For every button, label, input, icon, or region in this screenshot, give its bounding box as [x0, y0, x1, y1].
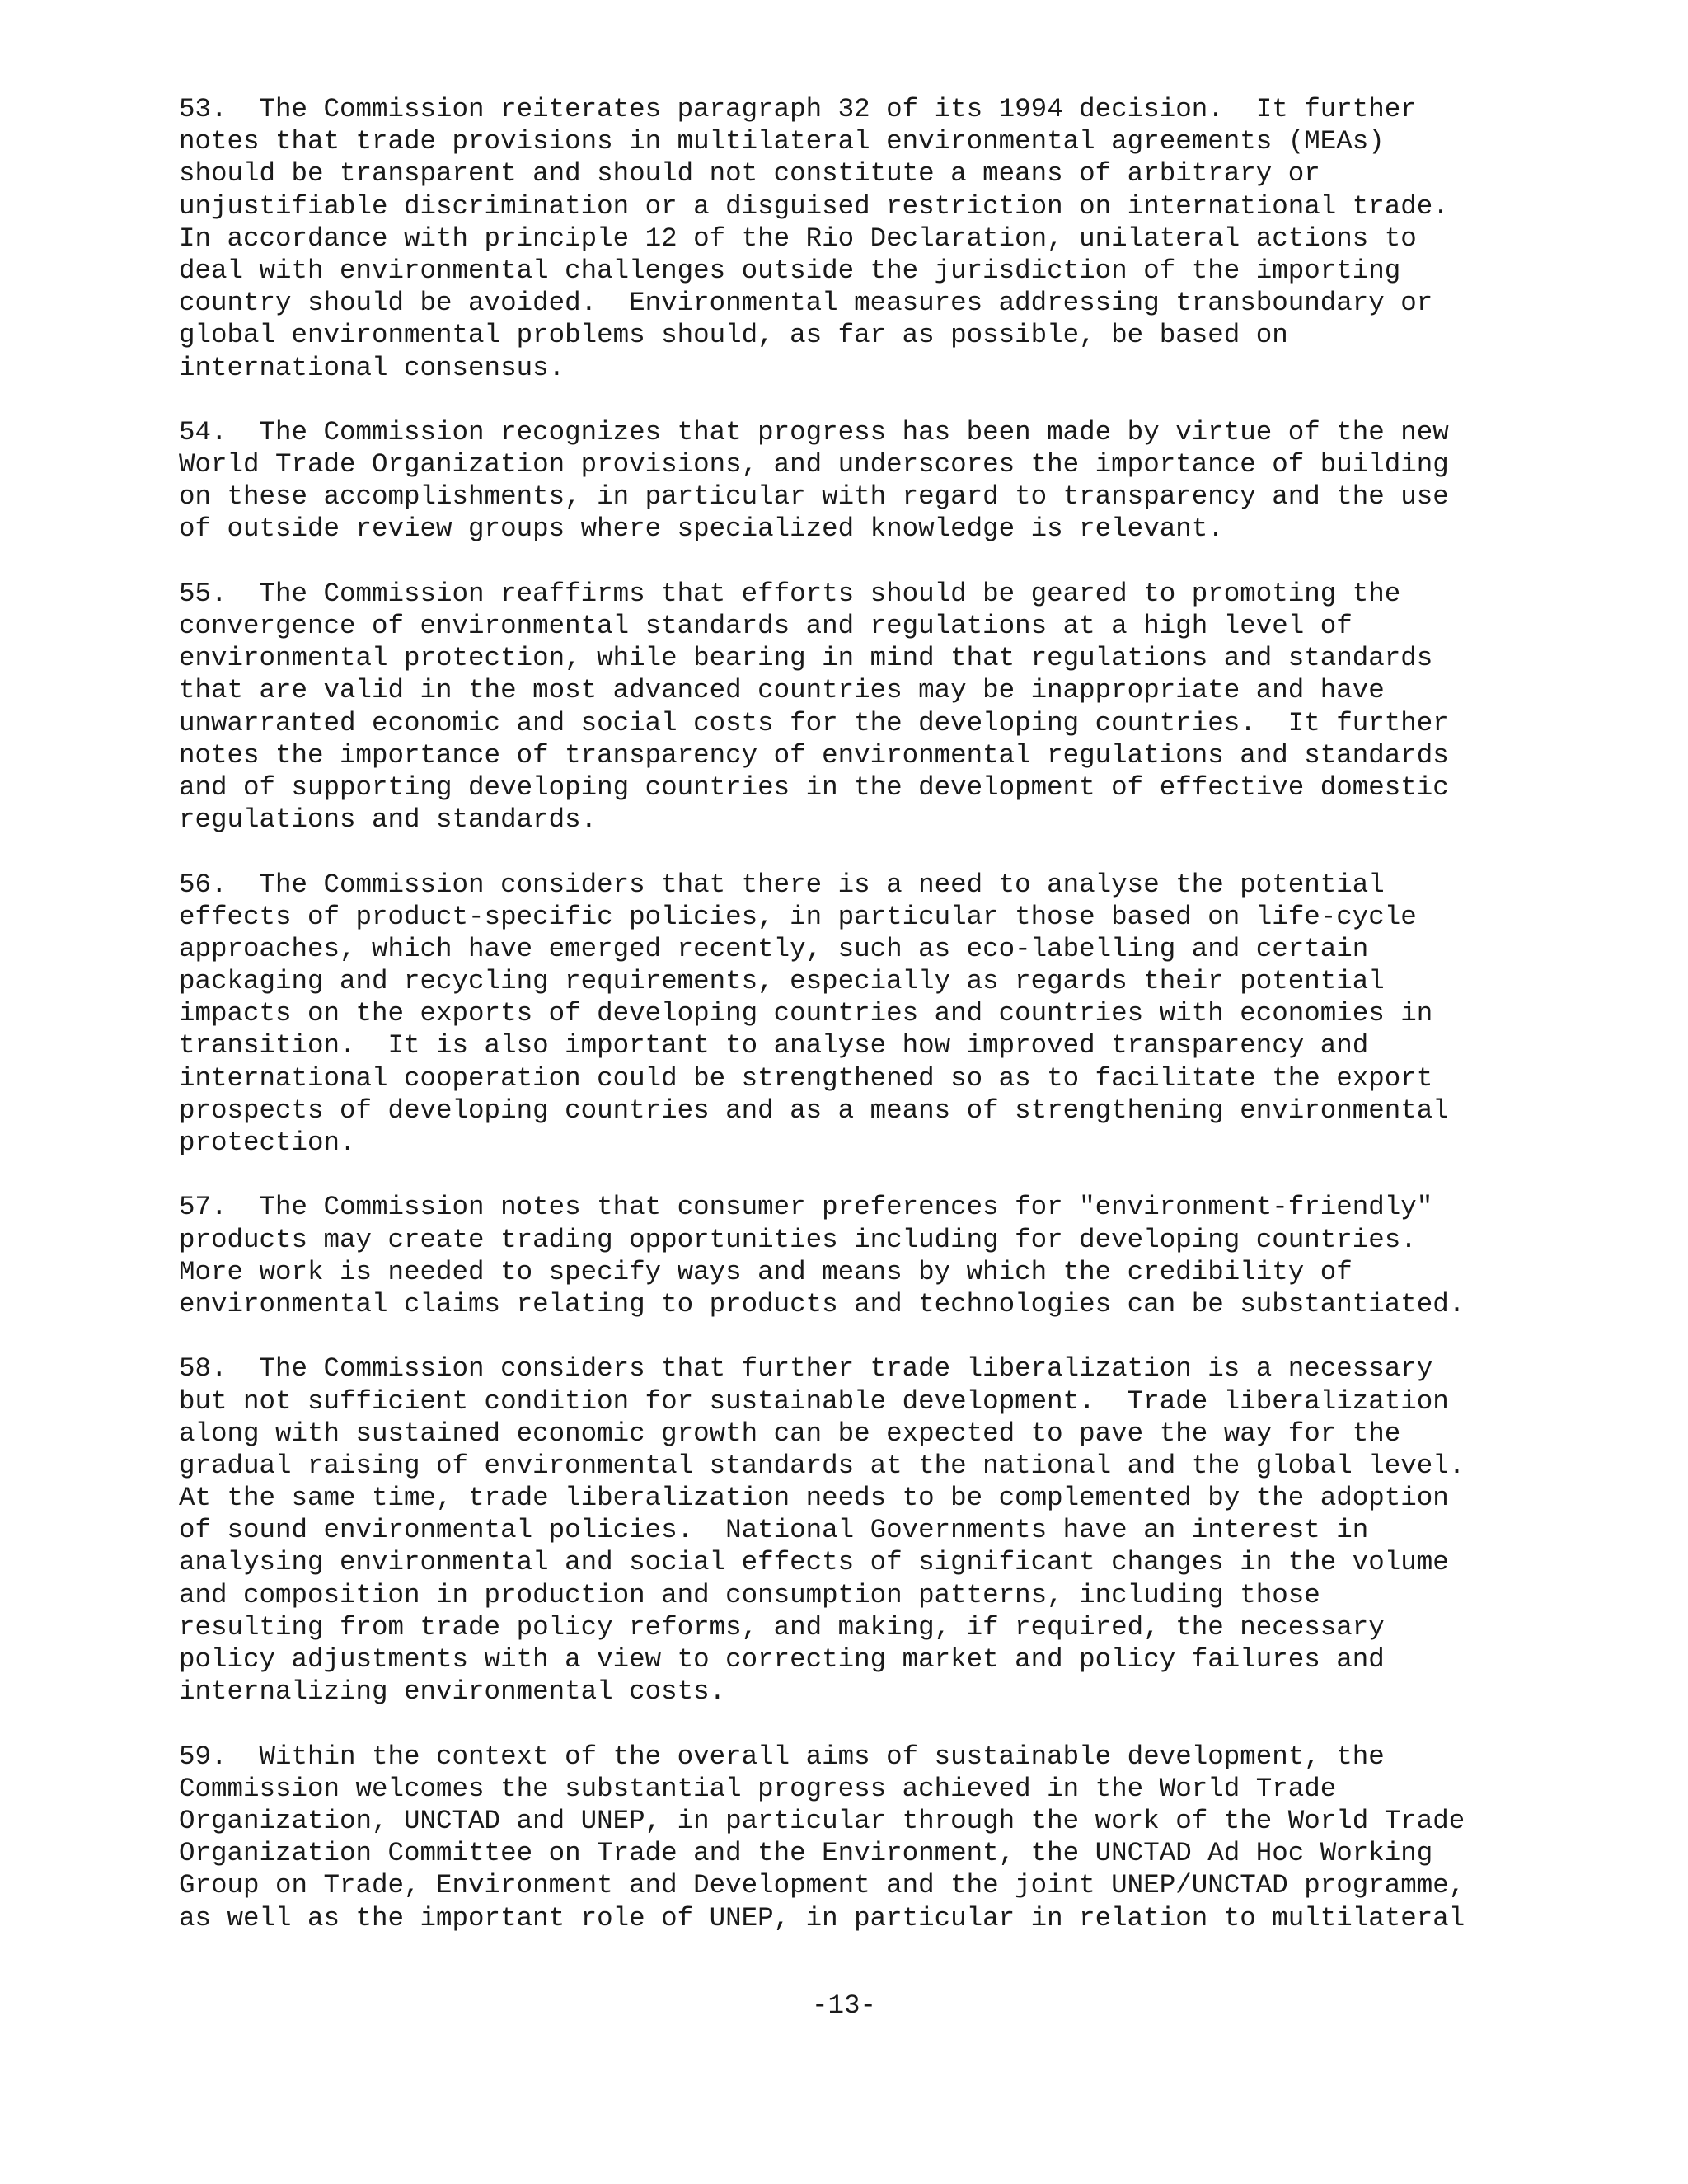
text-line: notes the importance of transparency of environmental regulations and standards — [179, 739, 1449, 771]
text-line: 53. The Commission reiterates paragraph 32 of its 1994 decision. It further — [179, 94, 1417, 124]
paragraph-55 — [179, 578, 1531, 837]
text-line: approaches, which have emerged recently, such as eco-labelling and certain — [179, 933, 1369, 964]
paragraph-53 — [179, 93, 1531, 384]
text-line: More work is needed to specify ways and means by which the credibility of — [179, 1256, 1353, 1287]
text-line: and composition in production and consumption patterns, including those — [179, 1579, 1320, 1610]
text-line: international consensus. — [179, 352, 565, 383]
text-line: 55. The Commission reaffirms that efforts should be geared to promoting the — [179, 578, 1401, 609]
text-line: regulations and standards. — [179, 804, 598, 836]
text-line: on these accomplishments, in particular with regard to transparency and the use — [179, 481, 1449, 513]
text-line: packaging and recycling requirements, especially as regards their potential — [179, 966, 1385, 997]
page-number: -13- — [811, 1990, 876, 2021]
text-line: analysing environmental and social effects of significant changes in the volume — [179, 1547, 1449, 1578]
text-line: unwarranted economic and social costs for the developing countries. It further — [179, 707, 1449, 738]
text-line: as well as the important role of UNEP, in particular in relation to multilateral — [179, 1902, 1465, 1933]
paragraph-59 — [179, 1741, 1531, 1934]
text-line: international cooperation could be strengthened so as to facilitate the export — [179, 1062, 1433, 1094]
text-line: along with sustained economic growth can be expected to pave the way for the — [179, 1418, 1401, 1449]
paragraph-57 — [179, 1191, 1531, 1320]
text-line: unjustifiable discrimination or a disguised restriction on international trade. — [179, 190, 1449, 222]
text-line: 56. The Commission considers that there is a need to analyse the potential — [179, 869, 1385, 900]
text-line: notes that trade provisions in multilateral environmental agreements (MEAs) — [179, 126, 1385, 157]
text-line: resulting from trade policy reforms, and making, if required, the necessary — [179, 1611, 1385, 1643]
text-line: of sound environmental policies. National Governments have an interest in — [179, 1515, 1369, 1546]
text-line: Commission welcomes the substantial progress achieved in the World Trade — [179, 1773, 1337, 1804]
text-line: environmental protection, while bearing in mind that regulations and standards — [179, 643, 1433, 674]
text-line: impacts on the exports of developing countries and countries with economies in — [179, 998, 1433, 1029]
text-line: convergence of environmental standards and regulations at a high level of — [179, 611, 1353, 641]
text-line: At the same time, trade liberalization needs to be complemented by the adoption — [179, 1483, 1449, 1514]
text-line: Organization, UNCTAD and UNEP, in particular through the work of the World Trade — [179, 1805, 1465, 1836]
text-line: deal with environmental challenges outside the jurisdiction of the importing — [179, 255, 1401, 286]
text-line: but not sufficient condition for sustainable development. Trade liberalization — [179, 1385, 1449, 1417]
text-line: policy adjustments with a view to correcting market and policy failures and — [179, 1644, 1385, 1675]
text-line: 58. The Commission considers that further trade liberalization is a necessary — [179, 1353, 1433, 1385]
text-line: transition. It is also important to analyse how improved transparency and — [179, 1030, 1369, 1062]
text-line: 57. The Commission notes that consumer preferences for "environment-friendly" — [179, 1192, 1433, 1223]
text-line: environmental claims relating to products and technologies can be substantiated. — [179, 1288, 1465, 1319]
text-line: 54. The Commission recognizes that progress has been made by virtue of the new — [179, 416, 1449, 448]
text-line: should be transparent and should not constitute a means of arbitrary or — [179, 158, 1320, 190]
text-line: that are valid in the most advanced countries may be inappropriate and have — [179, 675, 1385, 706]
text-line: World Trade Organization provisions, and underscores the importance of building — [179, 449, 1449, 480]
text-line: products may create trading opportunities including for developing countries. — [179, 1224, 1417, 1255]
text-line: global environmental problems should, as far as possible, be based on — [179, 320, 1288, 351]
text-line: and of supporting developing countries in the development of effective domestic — [179, 771, 1449, 803]
document-body — [179, 93, 1531, 1966]
text-line: of outside review groups where specialized knowledge is relevant. — [179, 513, 1224, 545]
text-line: effects of product-specific policies, in particular those based on life-cycle — [179, 901, 1417, 932]
paragraph-54 — [179, 416, 1531, 546]
paragraph-56 — [179, 869, 1531, 1160]
text-line: internalizing environmental costs. — [179, 1676, 726, 1708]
text-line: protection. — [179, 1127, 356, 1158]
text-line: 59. Within the context of the overall aims of sustainable development, the — [179, 1741, 1385, 1772]
text-line: In accordance with principle 12 of the Rio Declaration, unilateral actions to — [179, 223, 1417, 254]
text-line: gradual raising of environmental standards at the national and the global level. — [179, 1450, 1465, 1481]
text-line: Organization Committee on Trade and the Environment, the UNCTAD Ad Hoc Working — [179, 1838, 1433, 1869]
text-line: prospects of developing countries and as a means of strengthening environmental — [179, 1094, 1449, 1126]
paragraph-58 — [179, 1352, 1531, 1708]
text-line: Group on Trade, Environment and Development and the joint UNEP/UNCTAD programme, — [179, 1870, 1465, 1901]
text-line: country should be avoided. Environmental measures addressing transboundary or — [179, 288, 1433, 319]
